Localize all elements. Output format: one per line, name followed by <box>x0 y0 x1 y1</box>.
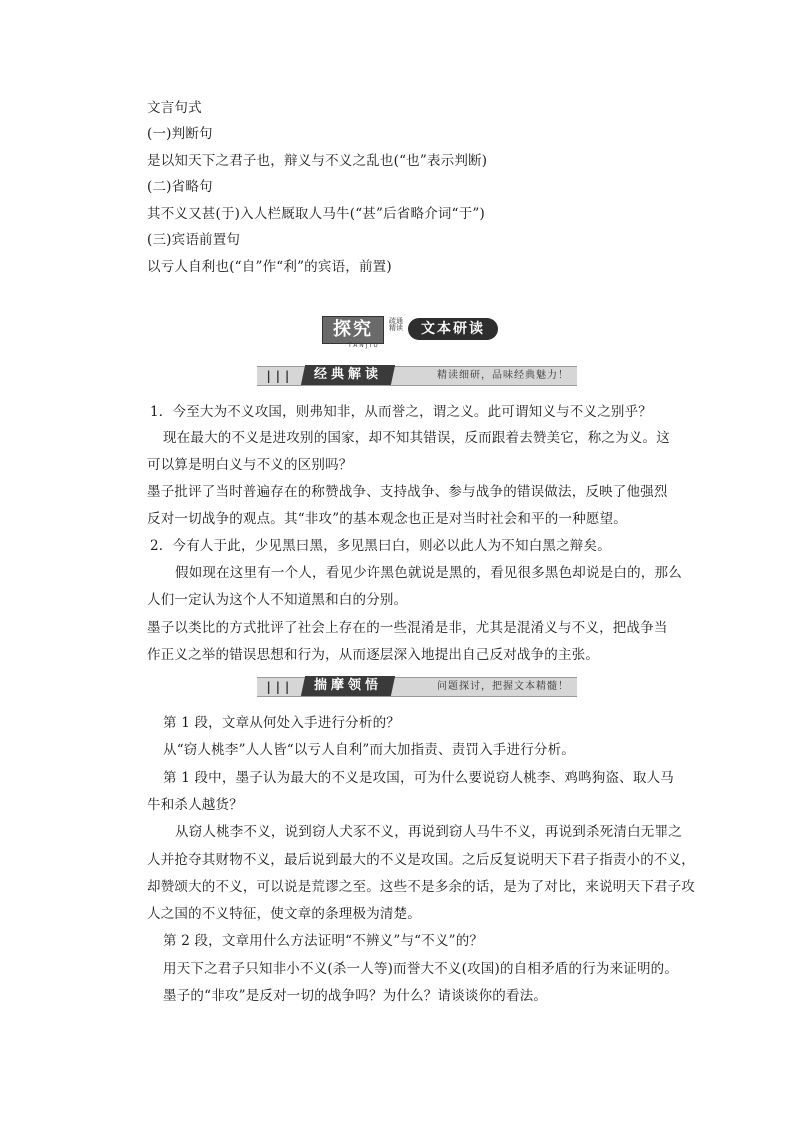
q1-analysis-1: 墨子批评了当时普遍存在的称赞战争、支持战争、参与战争的错误做法，反映了他强烈 <box>147 484 668 500</box>
p2-question-2: 牛和杀人越货？ <box>147 797 243 813</box>
q2-translation-2: 人们一定认为这个人不知道黑和白的分别。 <box>147 592 408 608</box>
section-banner <box>322 314 502 348</box>
q1-analysis-2: 反对一切战争的观点。其“非攻”的基本观念也正是对当时社会和平的一种愿望。 <box>147 511 628 527</box>
banner-right: 文本研读 <box>408 318 498 340</box>
q2-analysis-1: 墨子以类比的方式批评了社会上存在的一些混淆是非，尤其是混淆义与不义，把战争当 <box>147 620 668 636</box>
p3-question: 第 2 段，文章用什么方法证明“不辨义”与“不义”的？ <box>163 933 484 949</box>
ponder-bar-sub: 问题探讨，把握文本精髓！ <box>437 681 569 692</box>
q2-analysis-2: 作正义之举的错误思想和行为，从而逐层深入地提出自己反对战争的主张。 <box>147 647 600 663</box>
p1-question: 第 1 段，文章从何处入手进行分析的？ <box>163 715 400 731</box>
ponder-bar-title: 揣摩领悟 <box>301 676 395 696</box>
omission-example: 其不义又甚(于)入人栏厩取人马牛(“甚”后省略介词“于”) <box>147 206 485 222</box>
omission-title: (二)省略句 <box>147 179 213 195</box>
banner-sub: TANJIU <box>348 342 380 349</box>
p2-answer-3: 却赞颂大的不义，可以说是荒谬之至。这些不是多余的话，是为了对比，来说明天下君子攻 <box>147 879 695 895</box>
q1-original: 1．今至大为不义攻国，则弗知非，从而誉之，谓之义。此可谓知义与不义之别乎？ <box>150 404 652 420</box>
p2-answer-1: 从窃人桃李不义，说到窃人犬豕不义，再说到窃人马牛不义，再说到杀死清白无罪之 <box>175 824 682 840</box>
judgment-example: 是以知天下之君子也，辩义与不义之乱也(“也”表示判断) <box>147 153 488 169</box>
p3-answer: 用天下之君子只知非小不义(杀一人等)而誉大不义(攻国)的自相矛盾的行为来证明的。 <box>163 961 679 977</box>
section-heading: 文言句式 <box>147 100 202 116</box>
classic-bar <box>257 366 577 386</box>
q1-translation-2: 可以算是明白义与不义的区别吗？ <box>147 457 353 473</box>
object-example: 以亏人自利也(“自”作“利”的宾语，前置) <box>147 259 392 275</box>
judgment-title: (一)判断句 <box>147 126 213 142</box>
banner-mid: 疏通 精读 <box>389 317 403 332</box>
p1-answer: 从“窃人桃李”人人皆“以亏人自利”而大加指责、责罚入手进行分析。 <box>163 742 576 758</box>
object-title: (三)宾语前置句 <box>147 232 241 248</box>
classic-bar-sub: 精读细研，品味经典魅力！ <box>437 370 569 381</box>
q1-translation-1: 现在最大的不义是进攻别的国家，却不知其错误，反而跟着去赞美它，称之为义。这 <box>163 430 670 446</box>
p2-answer-4: 人之国的不义特征，使文章的条理极为清楚。 <box>147 906 421 922</box>
q2-translation-1: 假如现在这里有一个人，看见少许黑色就说是黑的，看见很多黑色却说是白的，那么 <box>175 565 682 581</box>
p2-answer-2: 人并抢夺其财物不义，最后说到最大的不义是攻国。之后反复说明天下君子指责小的不义， <box>147 852 695 868</box>
p2-question-1: 第 1 段中，墨子认为最大的不义是攻国，可为什么要说窃人桃李、鸡鸣狗盗、取人马 <box>163 770 674 786</box>
banner-main: 探究 <box>322 316 384 344</box>
bar-lines-icon: ||| <box>265 369 293 383</box>
classic-bar-title: 经典解读 <box>301 365 395 385</box>
q2-original: 2．今有人于此，少见黑曰黑，多见黑曰白，则必以此人为不知白黑之辩矣。 <box>150 538 611 554</box>
bar-lines-icon: ||| <box>265 680 293 694</box>
ponder-bar <box>257 677 577 697</box>
p4-question: 墨子的“非攻”是反对一切的战争吗？为什么？请谈谈你的看法。 <box>163 988 548 1004</box>
